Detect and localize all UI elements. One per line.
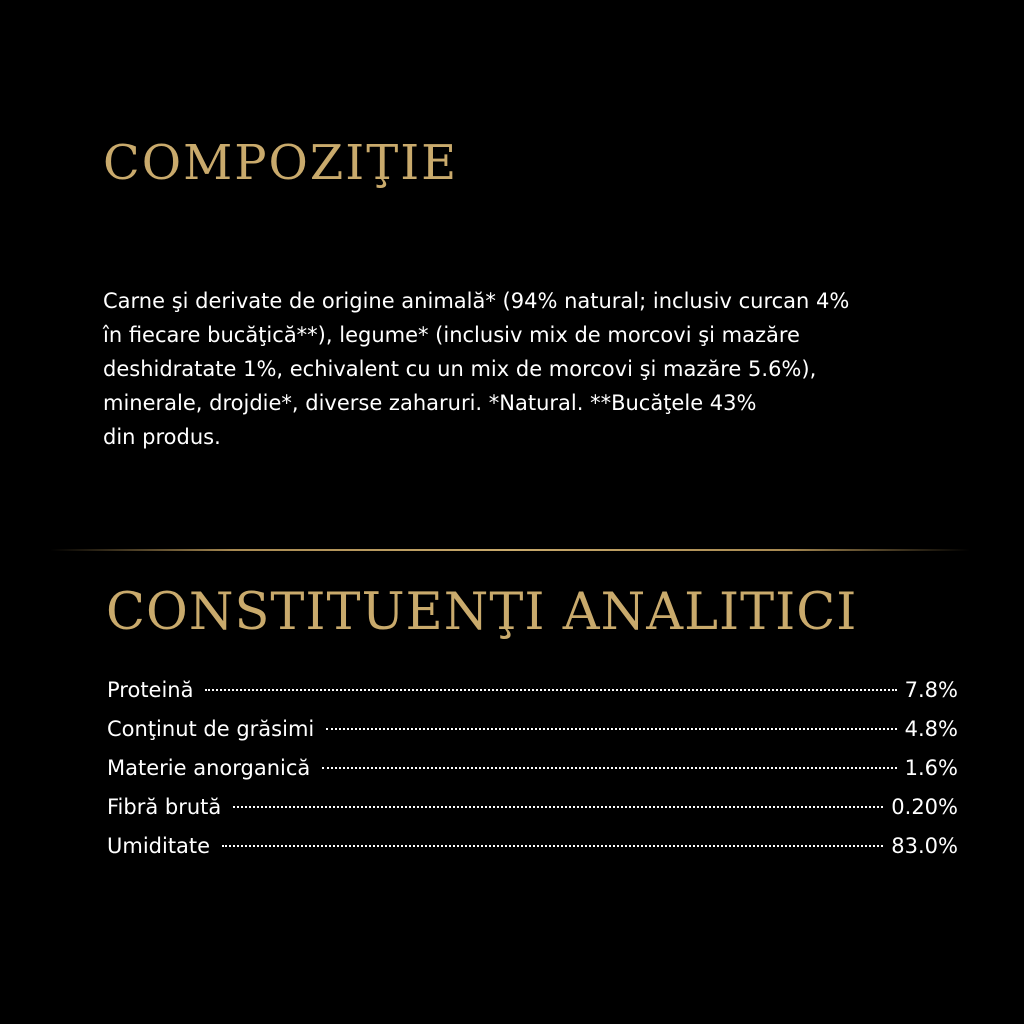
dot-leader — [326, 728, 896, 730]
row-value: 4.8% — [904, 717, 958, 741]
row-label: Fibră brută — [107, 795, 222, 819]
composition-line: Carne şi derivate de origine animală* (94% natural; inclusiv curcan 4% — [103, 289, 850, 313]
dot-leader — [233, 806, 883, 808]
row-label: Conţinut de grăsimi — [107, 717, 315, 741]
row-value: 1.6% — [904, 756, 958, 780]
analytical-row-ash — [107, 751, 958, 790]
dot-leader — [322, 767, 896, 769]
analytical-row-fat — [107, 712, 958, 751]
composition-line: deshidratate 1%, echivalent cu un mix de morcovi şi mazăre 5.6%), — [103, 357, 817, 381]
row-label: Proteină — [107, 678, 194, 702]
analytical-row-fibre — [107, 790, 958, 829]
row-value: 0.20% — [891, 795, 958, 819]
analytical-row-moisture — [107, 829, 958, 868]
gold-divider — [50, 549, 970, 551]
analytical-heading: CONSTITUENŢI ANALITICI — [106, 583, 858, 642]
composition-line: din produs. — [103, 425, 221, 449]
row-label: Materie anorganică — [107, 756, 311, 780]
dot-leader — [222, 845, 883, 847]
row-value: 7.8% — [904, 678, 958, 702]
dot-leader — [205, 689, 896, 691]
composition-line: în fiecare bucăţică**), legume* (inclusiv mix de morcovi şi mazăre — [103, 323, 800, 347]
row-label: Umiditate — [107, 834, 211, 858]
composition-text — [103, 284, 943, 454]
analytical-row-protein — [107, 673, 958, 712]
row-value: 83.0% — [891, 834, 958, 858]
composition-line: minerale, drojdie*, diverse zaharuri. *Natural. **Bucăţele 43% — [103, 391, 757, 415]
composition-heading: COMPOZIŢIE — [103, 135, 459, 191]
analytical-list — [107, 673, 958, 868]
